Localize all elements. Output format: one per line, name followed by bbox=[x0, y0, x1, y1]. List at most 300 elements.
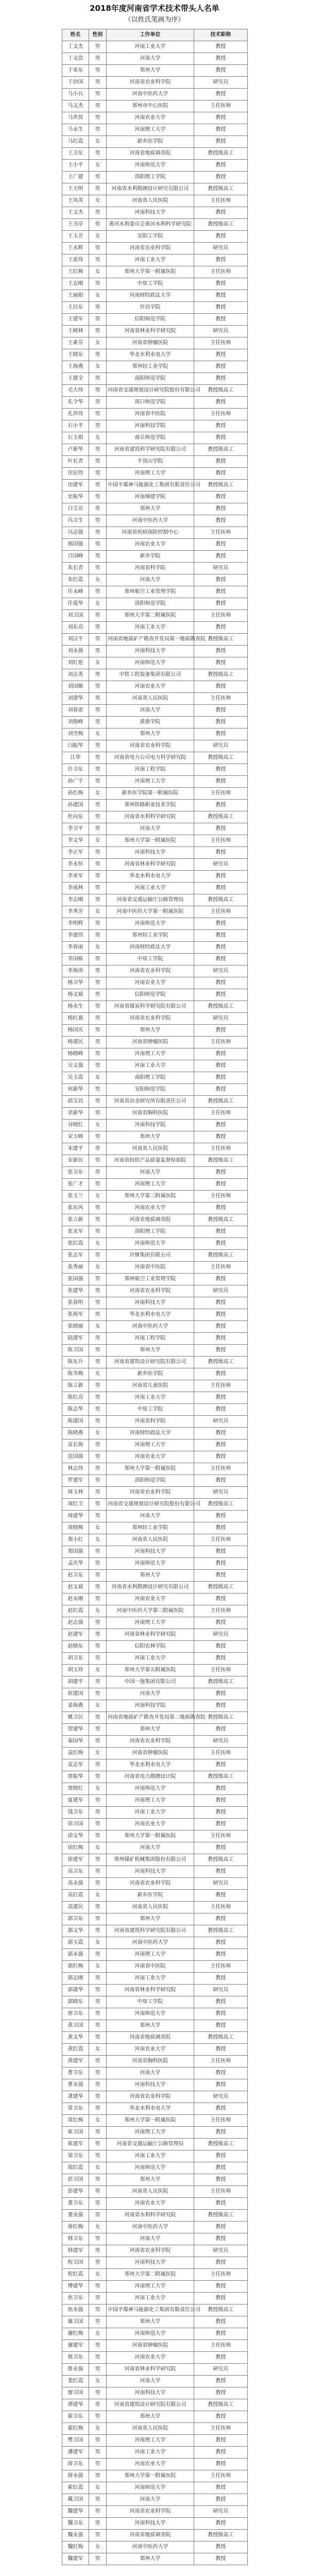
cell-unit: 河南财经政法大学 bbox=[107, 290, 194, 302]
cell-name: 任爱华 bbox=[62, 598, 89, 610]
cell-unit: 郑州大学 bbox=[107, 1025, 194, 1037]
cell-title: 教授 bbox=[194, 1617, 248, 1629]
table-row bbox=[62, 2269, 248, 2281]
cell-unit: 河南理工大学 bbox=[107, 2127, 194, 2139]
cell-name: 王海燕 bbox=[62, 361, 89, 373]
table-row bbox=[62, 2376, 248, 2387]
cell-title: 教授 bbox=[194, 1807, 248, 1819]
cell-name: 宋新民 bbox=[62, 1155, 89, 1167]
table-row bbox=[62, 717, 248, 728]
cell-unit: 河南理工大学 bbox=[107, 2435, 194, 2447]
cell-sex: 男 bbox=[89, 2198, 107, 2210]
cell-sex: 男 bbox=[89, 930, 107, 942]
cell-title: 教授 bbox=[194, 1451, 248, 1463]
table-row bbox=[62, 207, 248, 219]
cell-sex: 男 bbox=[89, 1274, 107, 1285]
cell-title: 研究员 bbox=[194, 243, 248, 255]
cell-name: 李海涛 bbox=[62, 965, 89, 977]
table-row bbox=[62, 1582, 248, 1594]
cell-sex: 男 bbox=[89, 1724, 107, 1736]
cell-unit: 河南省林业科学研究院 bbox=[107, 1629, 194, 1641]
cell-name: 马世贤 bbox=[62, 112, 89, 124]
cell-sex: 男 bbox=[89, 183, 107, 195]
cell-sex: 男 bbox=[89, 2056, 107, 2067]
cell-unit: 郑州大学第五附属医院 bbox=[107, 1665, 194, 1676]
cell-sex: 女 bbox=[89, 835, 107, 847]
cell-name: 贺建华 bbox=[62, 1724, 89, 1736]
cell-name: 刘雪梅 bbox=[62, 728, 89, 740]
cell-sex: 男 bbox=[89, 1985, 107, 1996]
cell-title: 教授 bbox=[194, 1392, 248, 1404]
table-row bbox=[62, 89, 248, 100]
cell-name: 吕国峰 bbox=[62, 551, 89, 563]
cell-sex: 男 bbox=[89, 207, 107, 219]
cell-unit: 郑州轻工业学院 bbox=[107, 1522, 194, 1534]
cell-title: 教授 bbox=[194, 207, 248, 219]
cell-sex: 女 bbox=[89, 728, 107, 740]
cell-sex: 男 bbox=[89, 2079, 107, 2091]
table-row bbox=[62, 2459, 248, 2470]
cell-name: 陈红亮 bbox=[62, 1392, 89, 1404]
cell-sex: 男 bbox=[89, 539, 107, 551]
cell-title: 教授 bbox=[194, 1025, 248, 1037]
cell-title: 教授级高工 bbox=[194, 634, 248, 646]
cell-name: 李亚军 bbox=[62, 871, 89, 883]
cell-title: 教授 bbox=[194, 657, 248, 669]
cell-title: 教授 bbox=[194, 1368, 248, 1380]
cell-sex: 男 bbox=[89, 1807, 107, 1819]
cell-sex: 男 bbox=[89, 409, 107, 420]
cell-title: 主任医师 bbox=[194, 2470, 248, 2482]
cell-name: 胡玉珍 bbox=[62, 1665, 89, 1676]
cell-sex: 男 bbox=[89, 847, 107, 859]
table-row bbox=[62, 2352, 248, 2364]
cell-unit: 中铁工程装备集团有限公司 bbox=[107, 669, 194, 681]
cell-unit: 河南师范大学 bbox=[107, 2482, 194, 2494]
table-row bbox=[62, 930, 248, 942]
cell-sex: 男 bbox=[89, 2032, 107, 2044]
cell-name: 王树林 bbox=[62, 326, 89, 337]
cell-unit: 河南农业大学 bbox=[107, 112, 194, 124]
cell-unit: 郑州大学第一附属医院 bbox=[107, 2470, 194, 2482]
cell-sex: 女 bbox=[89, 2044, 107, 2056]
cell-name: 魏卫东 bbox=[62, 2518, 89, 2530]
cell-sex: 女 bbox=[89, 2423, 107, 2435]
cell-name: 贾振华 bbox=[62, 1771, 89, 1783]
cell-sex: 男 bbox=[89, 468, 107, 480]
table-row bbox=[62, 657, 248, 669]
cell-sex: 男 bbox=[89, 112, 107, 124]
table-row bbox=[62, 1878, 248, 1890]
table-row bbox=[62, 2115, 248, 2127]
cell-sex: 女 bbox=[89, 1700, 107, 1712]
cell-sex: 女 bbox=[89, 1605, 107, 1617]
cell-name: 孔祥伟 bbox=[62, 409, 89, 420]
table-row bbox=[62, 586, 248, 598]
cell-name: 范国强 bbox=[62, 1451, 89, 1463]
cell-sex: 男 bbox=[89, 1416, 107, 1428]
cell-title: 教授 bbox=[194, 2162, 248, 2174]
table-row bbox=[62, 835, 248, 847]
cell-title: 主任医师 bbox=[194, 2423, 248, 2435]
cell-title: 教授 bbox=[194, 646, 248, 657]
cell-unit: 河南省地质调查院 bbox=[107, 2032, 194, 2044]
cell-unit: 河南农业大学 bbox=[107, 2459, 194, 2470]
cell-unit: 河南省农业科学院 bbox=[107, 1487, 194, 1499]
cell-sex: 男 bbox=[89, 1771, 107, 1783]
cell-name: 张志军 bbox=[62, 1250, 89, 1262]
table-row bbox=[62, 420, 248, 432]
table-row bbox=[62, 290, 248, 302]
cell-unit: 新乡医学院 bbox=[107, 1368, 194, 1380]
cell-name: 张红霞 bbox=[62, 1238, 89, 1250]
cell-name: 樊卫国 bbox=[62, 2435, 89, 2447]
cell-sex: 男 bbox=[89, 2293, 107, 2304]
cell-unit: 河南省地质调查院 bbox=[107, 2530, 194, 2541]
cell-unit: 河南科技大学 bbox=[107, 1866, 194, 1878]
cell-sex: 女 bbox=[89, 657, 107, 669]
cell-title: 教授 bbox=[194, 1724, 248, 1736]
cell-name: 韩建军 bbox=[62, 2245, 89, 2257]
table-row bbox=[62, 1665, 248, 1676]
table-row bbox=[62, 1025, 248, 1037]
cell-sex: 女 bbox=[89, 432, 107, 444]
cell-unit: 河南科技大学 bbox=[107, 207, 194, 219]
cell-sex: 男 bbox=[89, 1380, 107, 1392]
cell-sex: 男 bbox=[89, 989, 107, 1001]
table-row bbox=[62, 2032, 248, 2044]
cell-title: 教授 bbox=[194, 420, 248, 432]
cell-title: 教授 bbox=[194, 1167, 248, 1179]
cell-sex: 女 bbox=[89, 906, 107, 918]
cell-sex: 男 bbox=[89, 1285, 107, 1297]
table-row bbox=[62, 764, 248, 776]
cell-sex: 男 bbox=[89, 41, 107, 53]
cell-unit: 河南城建学院 bbox=[107, 492, 194, 503]
cell-name: 谢卫国 bbox=[62, 2316, 89, 2328]
cell-name: 李成林 bbox=[62, 883, 89, 894]
cell-sex: 男 bbox=[89, 1108, 107, 1120]
cell-sex: 男 bbox=[89, 1902, 107, 1913]
table-row bbox=[62, 2245, 248, 2257]
table-row bbox=[62, 823, 248, 835]
cell-sex: 女 bbox=[89, 1961, 107, 1973]
cell-title: 研究员 bbox=[194, 2364, 248, 2376]
cell-unit: 河南省农业科学院 bbox=[107, 2506, 194, 2518]
cell-sex: 女 bbox=[89, 1534, 107, 1546]
cell-title: 教授级高工 bbox=[194, 148, 248, 160]
cell-name: 王德全 bbox=[62, 373, 89, 385]
table-row bbox=[62, 1120, 248, 1131]
cell-name: 王凤英 bbox=[62, 195, 89, 207]
cell-unit: 河南大学 bbox=[107, 53, 194, 65]
cell-title: 教授 bbox=[194, 1546, 248, 1558]
table-row bbox=[62, 1842, 248, 1854]
cell-title: 教授 bbox=[194, 2411, 248, 2423]
table-row bbox=[62, 1191, 248, 1202]
cell-unit: 河南省农业科学院 bbox=[107, 1285, 194, 1297]
table-row bbox=[62, 1771, 248, 1783]
table-row bbox=[62, 2340, 248, 2352]
cell-sex: 女 bbox=[89, 1890, 107, 1902]
cell-name: 黄建军 bbox=[62, 2056, 89, 2067]
table-row bbox=[62, 1996, 248, 2008]
cell-title: 研究员 bbox=[194, 326, 248, 337]
cell-unit: 洛阳理工学院 bbox=[107, 172, 194, 183]
cell-sex: 男 bbox=[89, 2103, 107, 2115]
cell-sex: 男 bbox=[89, 1866, 107, 1878]
cell-unit: 河南省疾病预防控制中心 bbox=[107, 527, 194, 539]
cell-title: 主任医师 bbox=[194, 1605, 248, 1617]
cell-unit: 河南中医药大学第三附属医院 bbox=[107, 1605, 194, 1617]
cell-title: 主任医师 bbox=[194, 1037, 248, 1048]
cell-title: 教授 bbox=[194, 823, 248, 835]
cell-unit: 郑州煤矿机械集团股份有限公司 bbox=[107, 1854, 194, 1866]
table-row bbox=[62, 527, 248, 539]
cell-sex: 男 bbox=[89, 859, 107, 871]
cell-sex: 男 bbox=[89, 894, 107, 906]
cell-name: 郭建华 bbox=[62, 1985, 89, 1996]
table-row bbox=[62, 2328, 248, 2340]
cell-name: 李建伟 bbox=[62, 930, 89, 942]
cell-name: 宋建平 bbox=[62, 1143, 89, 1155]
table-row bbox=[62, 1428, 248, 1439]
table-row bbox=[62, 1973, 248, 1985]
cell-unit: 河南农业大学 bbox=[107, 681, 194, 693]
cell-unit: 信阳师范学院 bbox=[107, 314, 194, 326]
table-row bbox=[62, 314, 248, 326]
cell-title: 教授 bbox=[194, 2127, 248, 2139]
table-row bbox=[62, 1368, 248, 1380]
cell-sex: 男 bbox=[89, 1511, 107, 1522]
cell-title: 教授级高工 bbox=[194, 1214, 248, 1226]
cell-sex: 男 bbox=[89, 77, 107, 89]
cell-sex: 男 bbox=[89, 1499, 107, 1511]
cell-unit: 郑州大学第一附属医院 bbox=[107, 835, 194, 847]
cell-unit: 河南省电力公司电力科学研究院 bbox=[107, 752, 194, 764]
cell-unit: 河南农业大学 bbox=[107, 1202, 194, 1214]
cell-unit: 郑州轻工业学院 bbox=[107, 361, 194, 373]
table-row bbox=[62, 2186, 248, 2198]
cell-name: 袁红梅 bbox=[62, 1748, 89, 1759]
cell-unit: 郑州大学 bbox=[107, 2411, 194, 2423]
cell-title: 教授 bbox=[194, 1558, 248, 1570]
cell-title: 教授级高工 bbox=[194, 219, 248, 231]
cell-unit: 河南工业大学 bbox=[107, 622, 194, 634]
cell-name: 霍红霞 bbox=[62, 2482, 89, 2494]
cell-unit: 河南师范大学 bbox=[107, 657, 194, 669]
cell-unit: 河南理工大学 bbox=[107, 2281, 194, 2293]
cell-title: 教授 bbox=[194, 847, 248, 859]
cell-title: 教授级高工 bbox=[194, 1854, 248, 1866]
cell-name: 蔡卫东 bbox=[62, 2352, 89, 2364]
cell-sex: 男 bbox=[89, 172, 107, 183]
cell-unit: 河南省农业科学院 bbox=[107, 1736, 194, 1748]
cell-title: 教授 bbox=[194, 871, 248, 883]
cell-unit: 河南省人民医院 bbox=[107, 1534, 194, 1546]
cell-sex: 男 bbox=[89, 563, 107, 574]
cell-title: 教授 bbox=[194, 255, 248, 266]
cell-title: 教授 bbox=[194, 1641, 248, 1653]
cell-unit: 河南农业大学 bbox=[107, 1594, 194, 1605]
table-row bbox=[62, 444, 248, 456]
cell-title: 教授级高工 bbox=[194, 2304, 248, 2316]
cell-unit: 河南师范大学 bbox=[107, 1783, 194, 1795]
cell-sex: 男 bbox=[89, 65, 107, 77]
cell-sex: 男 bbox=[89, 954, 107, 965]
cell-sex: 男 bbox=[89, 1688, 107, 1700]
cell-name: 郑小红 bbox=[62, 1534, 89, 1546]
cell-title: 教授级高工 bbox=[194, 1155, 248, 1167]
cell-title: 教授 bbox=[194, 1404, 248, 1416]
cell-title: 研究员 bbox=[194, 1013, 248, 1025]
cell-unit: 周口师范学院 bbox=[107, 397, 194, 409]
cell-unit: 河南工业大学 bbox=[107, 2447, 194, 2459]
cell-name: 赵永刚 bbox=[62, 1594, 89, 1605]
cell-name: 李文华 bbox=[62, 835, 89, 847]
cell-name: 孙广宇 bbox=[62, 776, 89, 788]
cell-name: 刘汉平 bbox=[62, 634, 89, 646]
cell-sex: 男 bbox=[89, 1949, 107, 1961]
cell-unit: 河南大学 bbox=[107, 2376, 194, 2387]
cell-sex: 男 bbox=[89, 2435, 107, 2447]
cell-title: 教授 bbox=[194, 492, 248, 503]
cell-unit: 河南工业大学 bbox=[107, 1060, 194, 1072]
cell-unit: 河南工业大学 bbox=[107, 2150, 194, 2162]
cell-unit: 河南科技大学 bbox=[107, 847, 194, 859]
cell-unit: 河南科技大学 bbox=[107, 1297, 194, 1309]
table-row bbox=[62, 574, 248, 586]
cell-title: 教授级高工 bbox=[194, 669, 248, 681]
cell-name: 李明辉 bbox=[62, 918, 89, 930]
cell-unit: 河南省科学院 bbox=[107, 1416, 194, 1428]
cell-title: 教授 bbox=[194, 1297, 248, 1309]
cell-name: 彭建华 bbox=[62, 2186, 89, 2198]
table-row bbox=[62, 1108, 248, 1120]
table-row bbox=[62, 1854, 248, 1866]
table-row bbox=[62, 1013, 248, 1025]
table-row bbox=[62, 1451, 248, 1463]
cell-sex: 男 bbox=[89, 2518, 107, 2530]
cell-title: 教授 bbox=[194, 1522, 248, 1534]
cell-unit: 河南师范大学 bbox=[107, 1558, 194, 1570]
cell-sex: 男 bbox=[89, 1475, 107, 1487]
cell-name: 常红梅 bbox=[62, 2115, 89, 2127]
cell-unit: 河南工程学院 bbox=[107, 1333, 194, 1345]
cell-unit: 华北水利水电大学 bbox=[107, 2103, 194, 2115]
cell-title: 教授 bbox=[194, 314, 248, 326]
cell-name: 孔令华 bbox=[62, 397, 89, 409]
table-row bbox=[62, 1167, 248, 1179]
cell-title: 教授 bbox=[194, 278, 248, 290]
cell-unit: 河南科技大学 bbox=[107, 2079, 194, 2091]
cell-sex: 男 bbox=[89, 302, 107, 314]
table-row bbox=[62, 1902, 248, 1913]
table-row bbox=[62, 1345, 248, 1357]
table-row bbox=[62, 2518, 248, 2530]
cell-sex: 男 bbox=[89, 1037, 107, 1048]
cell-title: 教授 bbox=[194, 883, 248, 894]
cell-name: 王玉芳 bbox=[62, 231, 89, 243]
cell-sex: 男 bbox=[89, 326, 107, 337]
cell-sex: 女 bbox=[89, 1120, 107, 1131]
cell-sex: 女 bbox=[89, 2115, 107, 2127]
cell-sex: 男 bbox=[89, 1795, 107, 1807]
cell-title: 教授 bbox=[194, 2044, 248, 2056]
table-row bbox=[62, 2553, 248, 2565]
cell-name: 胡卫东 bbox=[62, 1653, 89, 1665]
cell-title: 教授 bbox=[194, 2553, 248, 2565]
cell-title: 研究员 bbox=[194, 2506, 248, 2518]
cell-unit: 中国平煤神马能源化工集团有限责任公司 bbox=[107, 2304, 194, 2316]
cell-name: 翟红梅 bbox=[62, 2423, 89, 2435]
cell-title: 教授级高工 bbox=[194, 1096, 248, 1108]
cell-sex: 女 bbox=[89, 195, 107, 207]
cell-title: 教授 bbox=[194, 2222, 248, 2233]
table-row bbox=[62, 1570, 248, 1582]
cell-sex: 男 bbox=[89, 1345, 107, 1357]
cell-sex: 男 bbox=[89, 1297, 107, 1309]
cell-name: 任永峰 bbox=[62, 586, 89, 598]
cell-title: 教授 bbox=[194, 918, 248, 930]
table-row bbox=[62, 2198, 248, 2210]
cell-unit: 商丘师范学院 bbox=[107, 432, 194, 444]
table-row bbox=[62, 1700, 248, 1712]
cell-unit: 河南工业大学 bbox=[107, 883, 194, 894]
cell-sex: 男 bbox=[89, 622, 107, 634]
cell-unit: 平顶山学院 bbox=[107, 456, 194, 468]
cell-unit: 河南工业大学 bbox=[107, 1973, 194, 1985]
cell-sex: 女 bbox=[89, 1072, 107, 1084]
table-row bbox=[62, 1072, 248, 1084]
cell-sex: 女 bbox=[89, 160, 107, 172]
cell-unit: 河南省肿瘤医院 bbox=[107, 2340, 194, 2352]
cell-name: 刘春雷 bbox=[62, 705, 89, 717]
cell-name: 郭红梅 bbox=[62, 1961, 89, 1973]
cell-title: 主任医师 bbox=[194, 409, 248, 420]
table-row bbox=[62, 1333, 248, 1345]
cell-name: 董卫东 bbox=[62, 2198, 89, 2210]
cell-name: 孙建国 bbox=[62, 800, 89, 811]
cell-title: 研究员 bbox=[194, 1629, 248, 1641]
cell-unit: 河南省肿瘤医院 bbox=[107, 1748, 194, 1759]
cell-name: 杨红旗 bbox=[62, 1013, 89, 1025]
cell-unit: 河南工程学院 bbox=[107, 764, 194, 776]
table-row bbox=[62, 480, 248, 492]
table-row bbox=[62, 634, 248, 646]
cell-title: 教授 bbox=[194, 349, 248, 361]
table-row bbox=[62, 2494, 248, 2506]
table-row bbox=[62, 563, 248, 574]
cell-unit: 郑州航空工业管理学院 bbox=[107, 586, 194, 598]
cell-sex: 男 bbox=[89, 740, 107, 752]
cell-title: 教授 bbox=[194, 930, 248, 942]
cell-sex: 男 bbox=[89, 373, 107, 385]
table-row bbox=[62, 2091, 248, 2103]
cell-unit: 河南科技学院 bbox=[107, 1700, 194, 1712]
cell-name: 魏红梅 bbox=[62, 2541, 89, 2553]
cell-sex: 女 bbox=[89, 290, 107, 302]
cell-sex: 女 bbox=[89, 1191, 107, 1202]
cell-title: 主任医师 bbox=[194, 2115, 248, 2127]
cell-unit: 黄河水利委员会黄河水利科学研究院 bbox=[107, 219, 194, 231]
table-row bbox=[62, 1712, 248, 1724]
cell-name: 于亚东 bbox=[62, 65, 89, 77]
table-row bbox=[62, 1736, 248, 1748]
cell-title: 教授 bbox=[194, 373, 248, 385]
cell-unit: 中原工学院 bbox=[107, 954, 194, 965]
cell-name: 王天明 bbox=[62, 183, 89, 195]
